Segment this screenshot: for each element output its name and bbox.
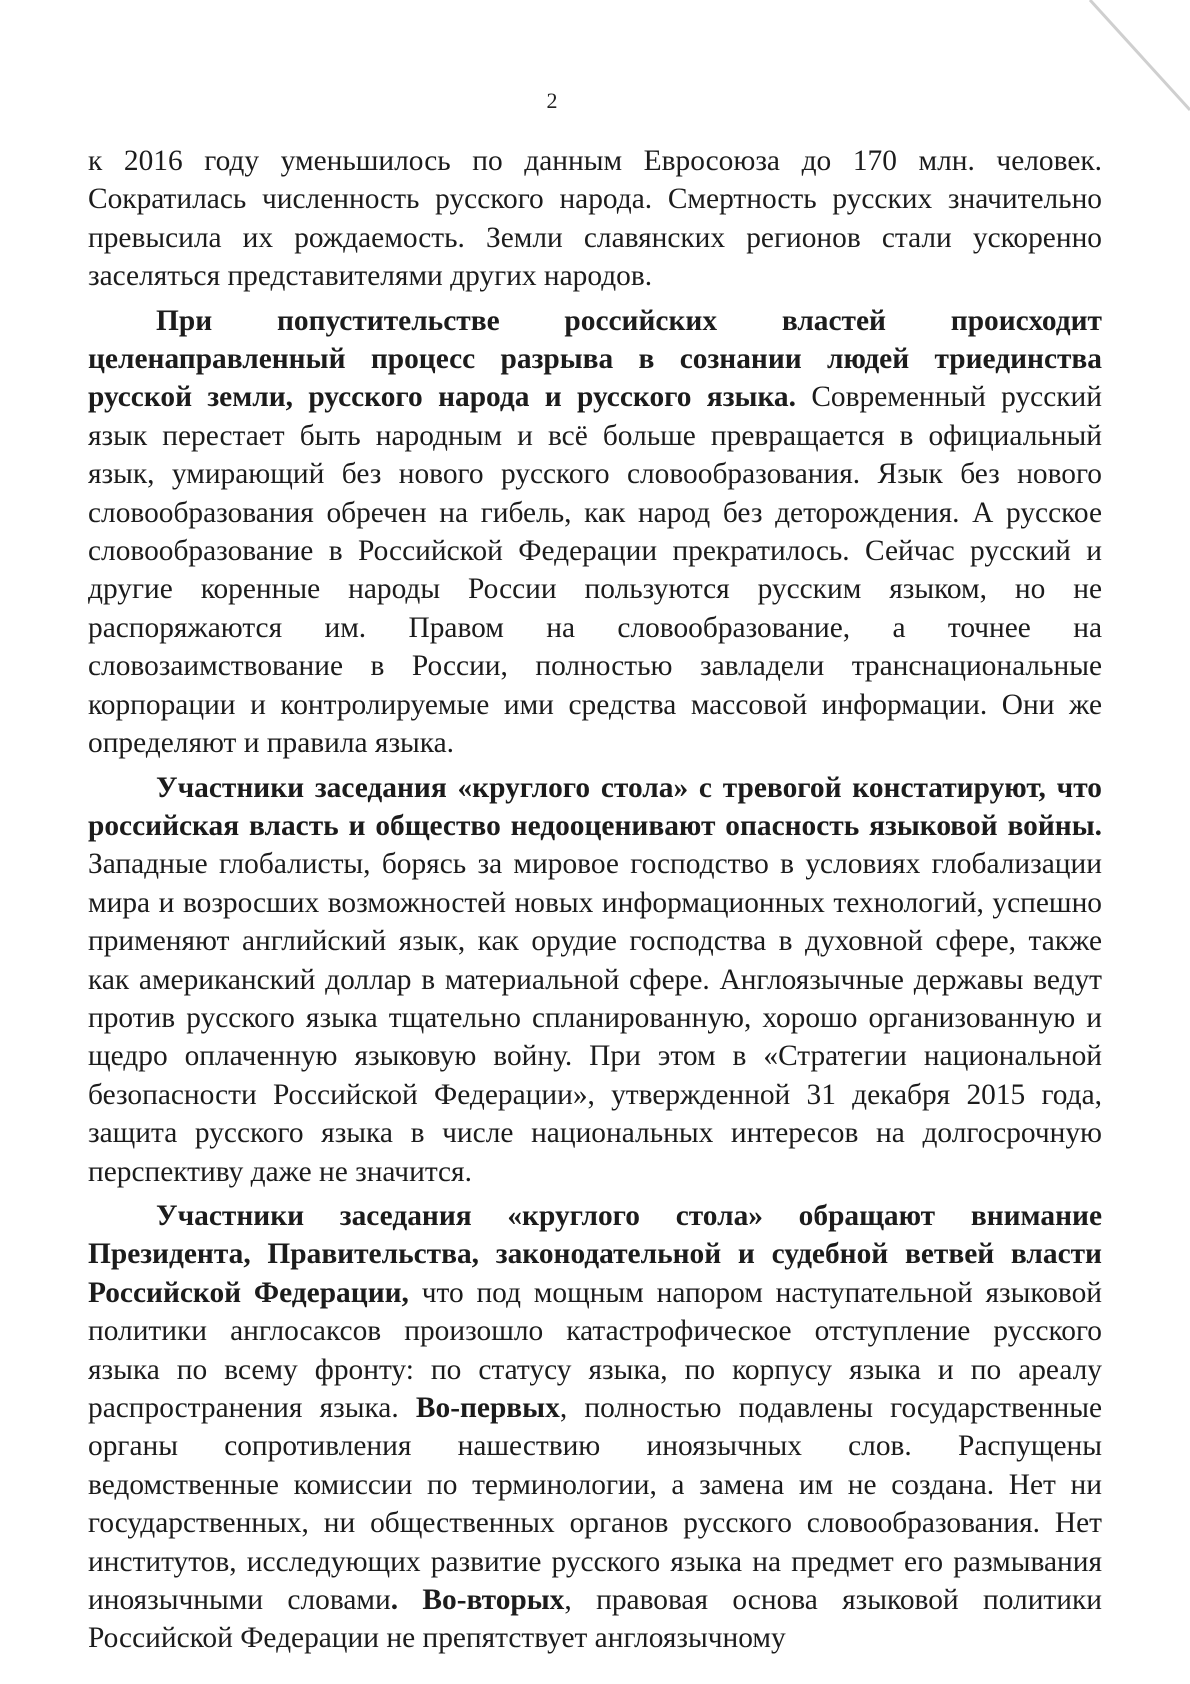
- paragraph-4-text-2: , полностью подавлены государственные органы сопротивления нашествию иноязычных слов. Распущены ведомственные комиссии по терминологии, а замена им не создана. Нет ни государственных, ни общественных органов русского словообразования. Нет институтов, исследующих развитие русского языка на предмет его размывания иноязычными словами: [88, 1392, 1102, 1617]
- paragraph-4-bold-3: . Во-вторых: [390, 1584, 565, 1617]
- page-number: 2: [546, 88, 558, 113]
- paragraph-3-bold: Участники заседания «круглого стола» с тревогой констатируют, что российская власть и общество недооценивают опасность языковой войны.: [88, 771, 1102, 842]
- paragraph-4-bold-2: Во-первых: [415, 1392, 560, 1424]
- paragraph-4-text: что под мощным напором наступательной языковой политики англосаксов произошло катастрофическое отступление русского языка по всему фронту: по статусу языка, по корпусу языка и по ареалу распространения языка.: [88, 1276, 1102, 1424]
- paragraph-4: [88, 1197, 1102, 1658]
- paragraph-1: [88, 142, 1102, 296]
- paragraph-3-text: Западные глобалисты, борясь за мировое господство в условиях глобализации мира и возросших возможностей новых информационных технологий, успешно применяют английский язык, как орудие господства в духовной сфере, также как американский доллар в материальной сфере. Англоязычные державы ведут против русского языка тщательно спланированную, хорошо организованную и щедро оплаченную языковую войну. При этом в «Стратегии национальной безопасности Российской Федерации», утвержденной 31 декабря 2015 года, защита русского языка в числе национальных интересов на долгосрочную перспективу даже не значится.: [88, 848, 1102, 1188]
- paragraph-2: [88, 302, 1102, 763]
- paragraph-4-bold: Участники заседания «круглого стола» обращают внимание Президента, Правительства, законодательной и судебной ветвей власти Российской Федерации,: [88, 1199, 1102, 1309]
- document-body: [88, 142, 1102, 1664]
- paragraph-3: [88, 769, 1102, 1191]
- paragraph-1-text: к 2016 году уменьшилось по данным Евросоюза до 170 млн. человек. Сократилась численность русского народа. Смертность русских значительно превысила их рождаемость. Земли славянских регионов стали ускоренно заселяться представителями других народов.: [88, 145, 1102, 293]
- paragraph-4-text-3: , правовая основа языковой политики Российской Федерации не препятствует англоязычному: [88, 1584, 1103, 1655]
- paragraph-2-bold: При попустительстве российских властей происходит целенаправленный процесс разрыва в сознании людей триединства русской земли, русского народа и русского языка.: [88, 304, 1102, 414]
- paragraph-2-text: Современный русский язык перестает быть народным и всё больше превращается в официальный язык, умирающий без нового русского словообразования. Язык без нового словообразования обречен на гибель, как народ без деторождения. А русское словообразование в Российской Федерации прекратилось. Сейчас русский и другие коренные народы России пользуются русским языком, но не распоряжаются им. Правом на словообразование, а точнее на словозаимствование в России, полностью завладели транснациональные корпорации и контролируемые ими средства массовой информации. Они же определяют и правила языка.: [88, 381, 1102, 760]
